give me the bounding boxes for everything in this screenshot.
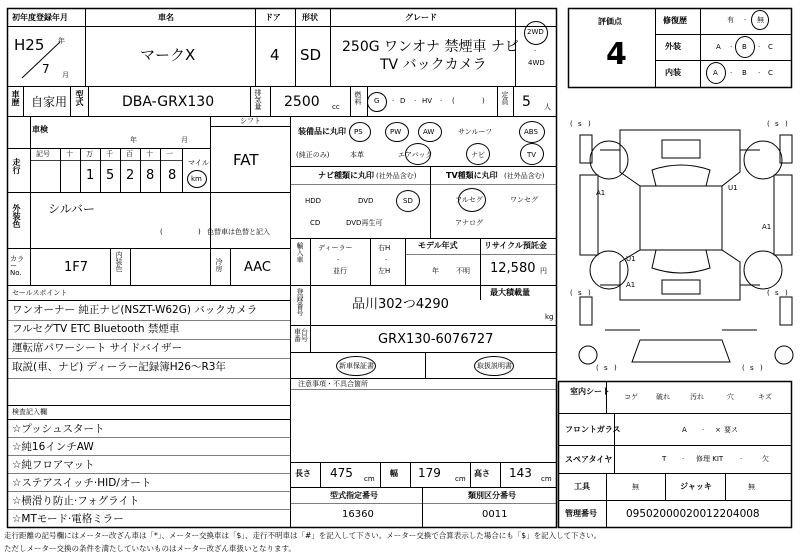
exterior-b: B [742, 43, 747, 51]
sales-point-line-4: 取説(車、ナビ) ディーラー記録簿H26～R3年 [12, 361, 226, 373]
diagram-s-label-1: s [578, 120, 582, 128]
equipment-label: 装備品に丸印 [298, 127, 346, 136]
color-paren-close: ) [198, 228, 201, 236]
mileage-unit-100k-label: 十 [66, 150, 73, 158]
manual-label: 取扱説明書 [477, 362, 512, 370]
car-diagram [579, 130, 793, 364]
interior-color-label: 内装色 [115, 251, 123, 272]
equipment-tv: TV [527, 151, 537, 159]
color-code-label: カラーNo. [10, 255, 24, 277]
drive-separator: · [534, 47, 537, 55]
mileage-symbol-label: 記号 [36, 150, 50, 158]
mileage-unit-10-label: 十 [146, 150, 153, 158]
windshield-x: × [715, 426, 721, 434]
first-reg-month-unit: 月 [62, 71, 69, 79]
exterior-sep-1: · [730, 43, 733, 51]
ac-label: 冷房 [215, 258, 223, 272]
doors-label: ドア [265, 13, 281, 22]
width-unit: cm [455, 475, 466, 483]
equipment-airbag: エアバック [398, 151, 433, 159]
nav-type-label: ナビ種類に丸印 [318, 171, 374, 180]
mileage-digit-4: 8 [146, 168, 155, 183]
damage-a1-left-rear: A1 [626, 281, 636, 289]
class-category-label: 類別区分番号 [468, 491, 516, 500]
inspector-label: 検査記入欄 [12, 408, 47, 416]
fuel-paren-open: ( [452, 97, 455, 105]
color-value: シルバー [48, 202, 95, 216]
plate-label: 登録番号 [296, 288, 304, 316]
color-code-value: 1F7 [64, 260, 89, 275]
displacement-value: 2500 [284, 94, 320, 110]
diagram-paren-open-2: ( [767, 120, 770, 128]
tv-analog: アナログ [455, 219, 483, 227]
sales-point-line-3: 運転席パワーシート サイドバイザー [12, 342, 183, 354]
repair-no: 無 [757, 16, 764, 24]
tools-value: 無 [632, 483, 639, 491]
length-label: 長さ [295, 469, 311, 478]
diagram-s-label-5: s [604, 364, 608, 372]
import-label: 輸入車 [296, 242, 304, 263]
exterior-a: A [716, 43, 721, 51]
color-label: 外装色 [12, 204, 21, 228]
equipment-sub: (純正のみ) [296, 151, 330, 159]
footer-note-1: 走行距離の記号欄にはメーター改ざん車は「*」、メーター交換車は「$」、走行不明車は「#」を記入して下さい。メーター交換で合算表示した場合にも「$」を記入して下さい。 [4, 531, 602, 540]
mileage-digit-3: 2 [126, 168, 135, 183]
damage-a1-right-side: A1 [762, 223, 772, 231]
nav-dvd: DVD [358, 197, 374, 205]
spare-tire-sep-1: · [682, 455, 685, 463]
management-label: 管理番号 [565, 509, 597, 518]
equipment-nav: ナビ [471, 151, 485, 159]
spare-tire-kit: 修理 KIT [696, 455, 724, 463]
type-designation-label: 型式指定番号 [330, 491, 378, 500]
max-load-label: 最大積載量 [490, 288, 530, 297]
spare-tire-sep-2: · [740, 455, 743, 463]
interior-c: C [768, 69, 773, 77]
equipment-abs: ABS [524, 128, 538, 136]
exterior-sep-2: · [758, 43, 761, 51]
repair-separator: · [744, 16, 747, 24]
length-value: 475 [330, 466, 353, 480]
import-right-hand: 右H [378, 244, 391, 252]
diagram-s-label-2: s [775, 120, 779, 128]
diagram-s-label-6: s [750, 364, 754, 372]
fuel-sep-1: · [392, 97, 395, 105]
grade-line-2: TV バックカメラ [380, 57, 487, 73]
width-label: 幅 [390, 469, 398, 478]
mileage-digit-1: 1 [86, 168, 95, 183]
score-label: 評価点 [598, 17, 622, 26]
shift-label: シフト [240, 117, 261, 125]
damage-a1-left-front: A1 [596, 189, 606, 197]
model-label: 型式 [75, 90, 84, 106]
first-reg-month: 7 [42, 62, 50, 76]
mileage-label: 走行 [12, 158, 21, 174]
capacity-unit: 人 [544, 103, 551, 111]
height-value: 143 [509, 466, 532, 480]
nav-dvd-playback: DVD再生可 [346, 219, 383, 227]
windshield-sep: · [702, 426, 705, 434]
model-year-unknown: 不明 [456, 267, 470, 275]
diagram-paren-close-2: ) [785, 120, 788, 128]
interior-a: A [713, 69, 718, 77]
jack-value: 無 [748, 483, 755, 491]
inspection-label: 車検 [32, 125, 48, 134]
equipment-leather: 本革 [350, 151, 364, 159]
shape-label: 形状 [302, 13, 318, 22]
displacement-label: 排気量 [254, 89, 262, 110]
diagram-paren-open-1: ( [570, 120, 573, 128]
sheet-tear: 破れ [656, 393, 670, 401]
inspector-line-2: ☆純16インチAW [12, 441, 94, 453]
exterior-c: C [768, 43, 773, 51]
doors-value: 4 [270, 46, 280, 64]
diagram-paren-open-6: ( [742, 364, 745, 372]
interior-b: B [742, 69, 747, 77]
fuel-option-d: D [400, 97, 406, 105]
spare-tire-label: スペアタイヤ [565, 455, 613, 464]
km-label: km [191, 175, 202, 183]
equipment-pw: PW [390, 128, 402, 136]
diagram-paren-close-6: ) [760, 364, 763, 372]
jack-label: ジャッキ [680, 482, 712, 491]
drive-2wd: 2WD [527, 28, 544, 36]
footer-note-2: ただしメーター交換の条件を満たしていないものはメーター改ざん車扱いとなります。 [4, 544, 296, 553]
displacement-unit: cc [332, 103, 340, 111]
inspector-line-1: ☆プッシュスタート [12, 423, 105, 435]
windshield-replace: 要ス [724, 426, 738, 434]
inspector-line-3: ☆純フロアマット [12, 459, 95, 471]
fuel-option-hv: HV [422, 97, 433, 105]
recycle-unit: 円 [540, 267, 547, 275]
first-reg-year: H25 [14, 36, 45, 54]
diagram-paren-close-1: ) [588, 120, 591, 128]
sales-point-label: セールスポイント [12, 289, 68, 297]
mileage-unit-100-label: 百 [126, 150, 133, 158]
diagram-s-label-3: s [578, 289, 582, 297]
interior-label: 内装 [665, 68, 681, 77]
class-category-value: 0011 [482, 509, 508, 520]
car-name-label: 車名 [158, 13, 174, 22]
tv-fullseg: フルセグ [455, 196, 483, 204]
height-unit: cm [541, 475, 552, 483]
sales-point-line-2: フルセグTV ETC Bluetooth 禁煙車 [12, 323, 180, 335]
recycle-value: 12,580 [490, 261, 536, 276]
sheet-hole: 穴 [727, 393, 734, 401]
width-value: 179 [418, 466, 441, 480]
nav-type-sub: (社外品含む) [376, 172, 417, 180]
first-reg-label: 初年度登録年月 [12, 13, 68, 22]
tv-type-label: TV種類に丸印 [446, 171, 498, 180]
shift-value: FAT [233, 151, 259, 169]
capacity-value: 5 [522, 94, 531, 110]
plate-value: 品川302つ4290 [352, 297, 449, 312]
score-value: 4 [606, 37, 627, 72]
mileage-digit-2: 5 [106, 168, 115, 183]
tv-type-sub: (社外品含む) [504, 172, 545, 180]
mile-label: マイル [188, 159, 209, 167]
fuel-label: 燃料 [354, 91, 362, 105]
diagram-paren-open-4: ( [767, 289, 770, 297]
type-designation-value: 16360 [342, 509, 374, 520]
sheet-scratch: キズ [758, 393, 772, 401]
spare-tire-missing: 欠 [762, 455, 769, 463]
import-sep-2: · [385, 256, 388, 264]
windshield-label: フロントガラス [565, 425, 621, 434]
grade-line-1: 250G ワンオナ 禁煙車 ナビ [342, 39, 519, 55]
diagram-paren-close-5: ) [614, 364, 617, 372]
model-value: DBA-GRX130 [122, 94, 215, 110]
diagram-s-label-4: s [775, 289, 779, 297]
management-value: 09502000020012204008 [626, 508, 760, 520]
sales-point-line-1: ワンオーナー 純正ナビ(NSZT-W62G) バックカメラ [12, 304, 258, 316]
diagram-paren-close-4: ) [785, 289, 788, 297]
fuel-sep-3: · [440, 97, 443, 105]
interior-sep-2: · [758, 69, 761, 77]
inspector-line-4: ☆ステアスイッチ·HID/オート [12, 477, 152, 489]
repair-yes: 有 [727, 16, 734, 24]
import-left-hand: 左H [378, 267, 391, 275]
ac-value: AAC [244, 260, 271, 275]
fuel-option-g: G [374, 97, 380, 105]
mileage-digit-5: 8 [168, 168, 177, 183]
interior-sheet-label: 室内シート [570, 387, 610, 396]
diagram-paren-close-3: ) [588, 289, 591, 297]
import-parallel: 並行 [333, 267, 347, 275]
equipment-aw: AW [423, 128, 435, 136]
damage-u1-right-front: U1 [728, 184, 738, 192]
height-label: 高さ [474, 469, 490, 478]
damage-u1-left-rear: U1 [626, 255, 636, 263]
spare-tire-t: T [662, 455, 667, 463]
tools-label: 工具 [574, 482, 590, 491]
length-unit: cm [364, 475, 375, 483]
nav-sd: SD [403, 197, 413, 205]
exterior-label: 外装 [665, 42, 681, 51]
nav-cd: CD [310, 219, 321, 227]
nav-hdd: HDD [305, 197, 322, 205]
inspection-month-unit: 月 [181, 136, 188, 144]
import-sep-1: · [337, 256, 340, 264]
diagram-paren-open-5: ( [596, 364, 599, 372]
windshield-a: A [682, 426, 687, 434]
equipment-ps: PS [354, 128, 363, 136]
color-paren-open: ( [160, 228, 163, 236]
grade-label: グレード [405, 13, 437, 22]
sheet-burn: コゲ [624, 393, 638, 401]
tv-oneseg: ワンセグ [510, 196, 538, 204]
fuel-paren-close: ) [482, 97, 485, 105]
use-label: 車歴 [11, 90, 20, 106]
chassis-value: GRX130-6076727 [378, 332, 494, 347]
mileage-unit-10k-label: 万 [86, 150, 93, 158]
mileage-unit-1-label: 一 [166, 150, 173, 158]
equipment-sunroof: サンルーフ [458, 128, 493, 136]
chassis-label: 車台番号 [294, 328, 308, 343]
warranty-label: 新車保証書 [339, 362, 374, 370]
capacity-label: 定員 [501, 91, 509, 105]
notes-label: 注意事項・不具合箇所 [298, 380, 368, 388]
inspector-line-5: ☆横滑り防止·フォグライト [12, 495, 140, 507]
fuel-sep-2: · [414, 97, 417, 105]
first-reg-year-unit: 年 [58, 37, 65, 45]
use-value: 自家用 [31, 95, 68, 109]
color-note: 色替車は色替と記入 [207, 228, 270, 236]
inspection-year-unit: 年 [130, 136, 137, 144]
shape-value: SD [300, 46, 322, 64]
drive-4wd: 4WD [528, 59, 545, 67]
car-name: マークX [140, 46, 196, 64]
mileage-unit-1k-label: 千 [106, 150, 113, 158]
sheet-stain: 汚れ [690, 393, 704, 401]
repair-history-label: 修復歴 [663, 16, 687, 25]
model-year-label: モデル年式 [418, 241, 458, 250]
inspector-line-6: ☆MTモード·電格ミラー [12, 513, 124, 525]
interior-sep-1: · [730, 69, 733, 77]
max-load-unit: kg [545, 313, 554, 321]
model-year-unit: 年 [432, 267, 439, 275]
diagram-paren-open-3: ( [570, 289, 573, 297]
recycle-label: リサイクル預託金 [484, 241, 547, 250]
import-dealer: ディーラー [318, 244, 353, 252]
